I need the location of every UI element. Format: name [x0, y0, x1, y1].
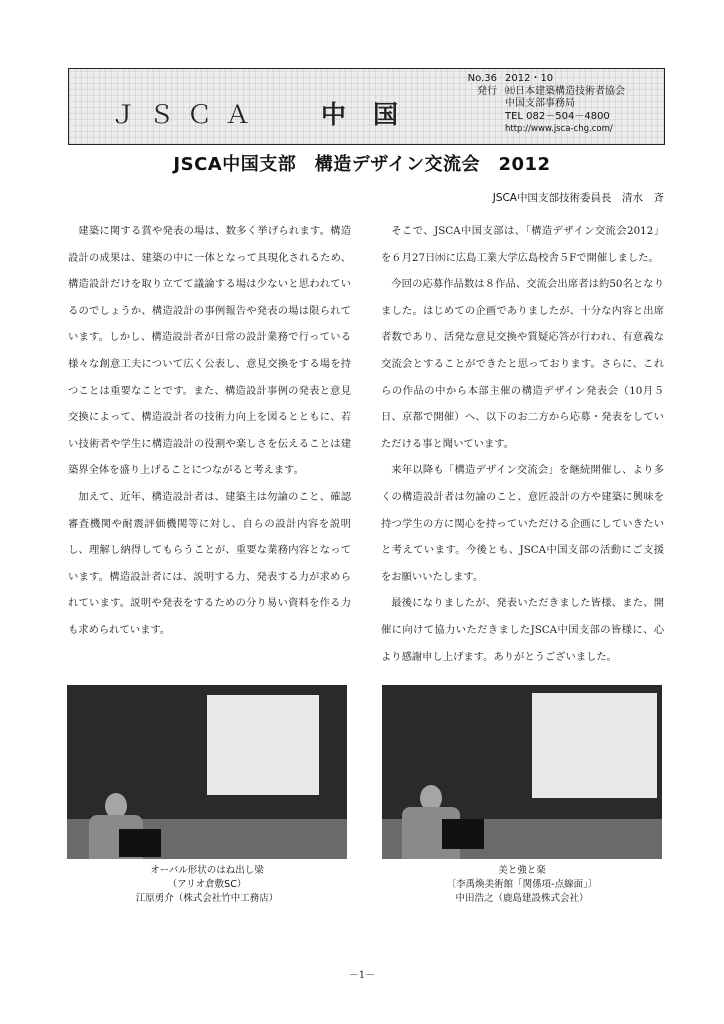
article-column-right	[381, 218, 664, 670]
paragraph: 今回の応募作品数は８作品、交流会出席者は約50名となりました。はじめての企画でありましたが、十分な内容と出席者数であり、活発な意見交換や質疑応答が行われ、有意義な交流会とすることができたと思っております。さらに、これらの作品の中から本部主催の構造デザイン発表会（10月５日、京都で開催）へ、以下のお二方から応募・発表をしていただける事と聞いています。	[381, 278, 664, 450]
article-author: JSCA中国支部技術委員長 清水 斉	[492, 192, 664, 204]
photo-caption-1	[67, 864, 347, 906]
paragraph: 加えて、近年、構造設計者は、建築主は勿論のこと、確認審査機関や耐震評価機関等に対し、自らの設計内容を説明し、理解し納得してもらうことが、重要な業務内容となっています。構造設計者には、説明する力、発表する力が求められています。説明や発表をするための分り易い資料を作る力も求められています。	[68, 490, 351, 636]
presentation-photo-2	[382, 685, 662, 859]
caption-project: （アリオ倉敷SC）	[167, 879, 247, 890]
phone-number: TEL 082－504－4800	[505, 110, 610, 122]
issue-number: No.36	[467, 73, 497, 84]
region-name: 中国	[321, 100, 426, 129]
article-title: JSCA中国支部 構造デザイン交流会 2012	[173, 154, 551, 175]
page-number: －1－	[348, 970, 376, 981]
website-link[interactable]: http://www.jsca-chg.com/	[505, 124, 613, 134]
article-column-left	[68, 218, 351, 644]
caption-title: 美と強と楽	[498, 865, 546, 876]
paragraph: 最後になりましたが、発表いただきました皆様、また、開催に向けて協力いただきましたJSCA中国支部の皆様に、心より感謝申し上げます。ありがとうございました。	[381, 597, 664, 663]
laptop	[442, 819, 484, 849]
paragraph: 来年以降も「構造デザイン交流会」を継続開催し、より多くの構造設計者は勿論のこと、意匠設計の方や建築に興味を持つ学生の方に関心を持っていただける企画にしていきたいと考えています。今後とも、JSCA中国支部の活動にご支援をお願いいたします。	[381, 464, 664, 583]
caption-presenter: 中田浩之（鹿島建設株式会社）	[455, 893, 589, 904]
issue-date: 2012・10	[505, 73, 554, 84]
laptop	[119, 829, 161, 857]
presentation-photo-1	[67, 685, 347, 859]
photo-caption-2	[382, 864, 662, 906]
paragraph: そこで、JSCA中国支部は、「構造デザイン交流会2012」を６月27日㈬に広島工業大学広島校舎５Fで開催しました。	[381, 225, 664, 264]
projector-screen	[207, 695, 319, 795]
publication-info	[451, 73, 625, 136]
caption-project: 〔李禹煥美術館「関係項-点線面」〕	[446, 879, 598, 890]
newsletter-header	[68, 68, 665, 145]
publisher-name: ㈳日本建築構造技術者協会	[505, 85, 625, 97]
publisher-label: 発行	[477, 85, 497, 97]
caption-title: オーバル形状のはね出し梁	[150, 865, 264, 876]
paragraph: 建築に関する賞や発表の場は、数多く挙げられます。構造設計の成果は、建築の中に一体となって具現化されるため、構造設計だけを取り立てて議論する場は少ないと思われているのでしょうか、構造設計の事例報告や発表の場は限られています。しかし、構造設計者が日常の設計業務で行っている様々な創意工夫について広く公表し、意見交換をする場を持つことは重要なことです。また、構造設計事例の発表と意見交換によって、構造設計者の技術力向上を図るとともに、若い技術者や学生に構造設計の役割や楽しさを伝えることは建築界全体を盛り上げることにつながると考えます。	[68, 225, 351, 477]
projector-screen	[532, 693, 657, 798]
brand-name: ＪＳＣＡ	[111, 100, 264, 129]
branch-office: 中国支部事務局	[505, 98, 575, 109]
caption-presenter: 江原勇介（株式会社竹中工務店）	[135, 893, 279, 904]
